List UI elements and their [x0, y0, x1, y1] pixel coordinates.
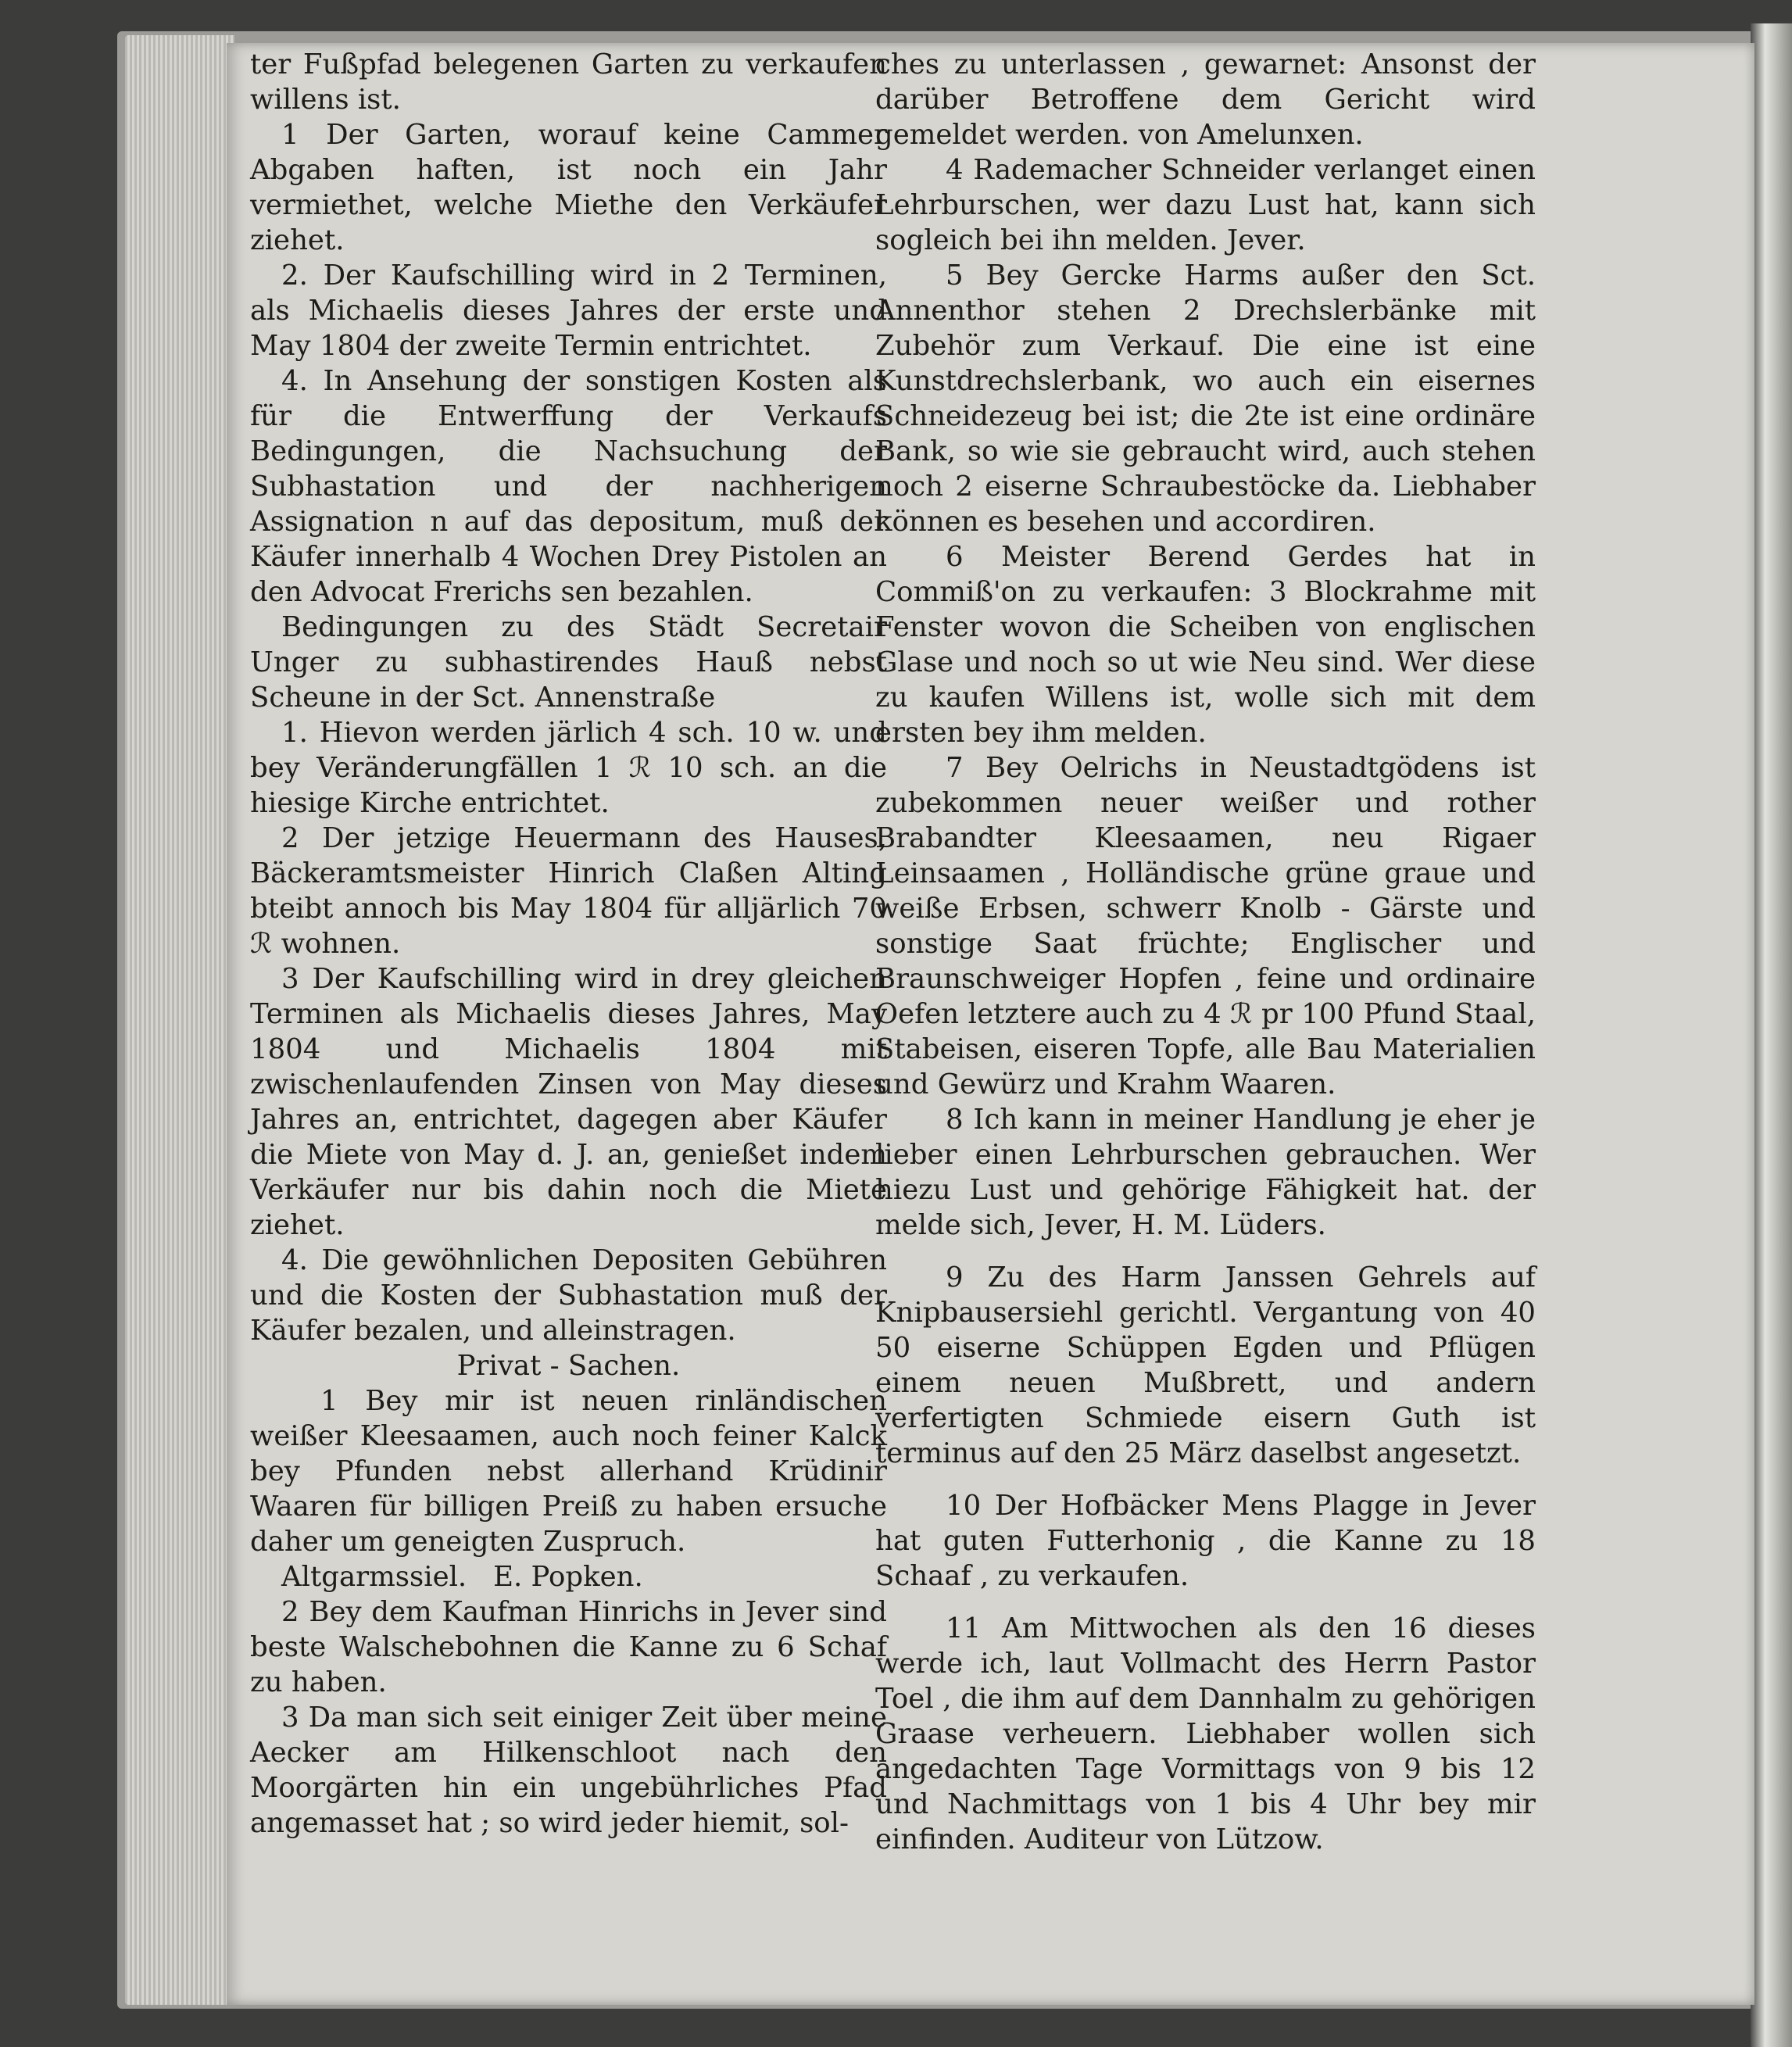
paragraph: 2 Der jetzige Heuermann des Hauses, Bäckeramtsmeister Hinrich Claßen Alting bteibt annoch bis May 1804 für alljärlich 70 ℛ wohnen. [250, 822, 887, 960]
paragraph: 7 Bey Oelrichs in Neustadtgödens ist zubekommen neuer weißer und rother Brabandter Kleesaamen, neu Rigaer Leinsaamen , Holländische grüne graue und weiße Erbsen, schwerr Knolb - Gärste und sonstige Saat früchte; Englischer und Braunschweiger Hopfen , feine und ordinaire Oefen letztere auch zu 4 ℛ pr 100 Pfund Staal, Stabeisen, eiseren Topfe, alle Bau Materialien und Gewürz und Krahm Waaren. [875, 752, 1536, 1100]
page-stack-edge [125, 35, 234, 2005]
paragraph: 2 Bey dem Kaufman Hinrichs in Jever sind beste Walschebohnen die Kanne zu 6 Schaf zu haben. [250, 1596, 887, 1698]
paragraph: 5 Bey Gercke Harms außer den Sct. Annenthor stehen 2 Drechslerbänke mit Zubehör zum Verkauf. Die eine ist eine Kunstdrechslerbank, wo auch ein eisernes Schneidezeug bei ist; die 2te ist eine ordinäre Bank, so wie sie gebraucht wird, auch stehen noch 2 eiserne Schraubestöcke da. Liebhaber können es besehen und accordiren. [875, 259, 1536, 538]
section-heading: Privat - Sachen. [456, 1350, 681, 1382]
right-column [875, 47, 1536, 1857]
paragraph: 10 Der Hofbäcker Mens Plagge in Jever hat guten Futterhonig , die Kanne zu 18 Schaaf , zu verkaufen. [875, 1490, 1536, 1592]
section-heading: Bedingungen zu des Städt Secretair Unger zu subhastirendes Hauß nebst Scheune in der Sct. Annenstraße [250, 611, 887, 714]
paragraph: 4 Rademacher Schneider verlanget einen Lehrburschen, wer dazu Lust hat, kann sich sogleich bei ihn melden. Jever. [875, 154, 1536, 256]
facing-page-edge [1751, 23, 1792, 2047]
paragraph: ter Fußpfad belegenen Garten zu verkaufen willens ist. [250, 48, 887, 116]
signature-line: Altgarmssiel. E. Popken. [281, 1561, 643, 1593]
paragraph: 11 Am Mittwochen als den 16 dieses werde ich, laut Vollmacht des Herrn Pastor Toel , die ihm auf dem Dannhalm zu gehörigen Graase verheuern. Liebhaber wollen sich angedachten Tage Vormittags von 9 bis 12 und Nachmittags von 1 bis 4 Uhr bey mir einfinden. Auditeur von Lützow. [875, 1612, 1536, 1856]
paragraph: 4. In Ansehung der sonstigen Kosten als für die Entwerffung der Verkaufs Bedingungen, die Nachsuchung der Subhastation und der nachherigen Assignation n auf das depositum, muß der Käufer innerhalb 4 Wochen Drey Pistolen an den Advocat Frerichs sen bezahlen. [250, 365, 887, 608]
paragraph: 1 Bey mir ist neuen rinländischen weißer Kleesaamen, auch noch feiner Kalck bey Pfunden nebst allerhand Krüdinir Waaren für billigen Preiß zu haben ersuche daher um geneigten Zuspruch. [250, 1385, 887, 1558]
paragraph: 2. Der Kaufschilling wird in 2 Terminen, als Michaelis dieses Jahres der erste und May 1804 der zweite Termin entrichtet. [250, 259, 887, 362]
paragraph: 1 Der Garten, worauf keine Cammer Abgaben haften, ist noch ein Jahr vermiethet, welche Miethe den Verkäufer ziehet. [250, 119, 887, 256]
paragraph: 1. Hievon werden järlich 4 sch. 10 w. und bey Veränderungfällen 1 ℛ 10 sch. an die hiesige Kirche entrichtet. [250, 717, 887, 819]
paragraph: 8 Ich kann in meiner Handlung je eher je lieber einen Lehrburschen gebrauchen. Wer hiezu Lust und gehörige Fähigkeit hat. der melde sich, Jever, H. M. Lüders. [875, 1104, 1536, 1241]
paragraph: 6 Meister Berend Gerdes hat in Commiß'on zu verkaufen: 3 Blockrahme mit Fenster wovon die Scheiben von englischen Glase und noch so ut wie Neu sind. Wer diese zu kaufen Willens ist, wolle sich mit dem ersten bey ihm melden. [875, 541, 1536, 749]
left-column [250, 47, 887, 1841]
paragraph: 3 Da man sich seit einiger Zeit über meine Aecker am Hilkenschloot nach den Moorgärten hin ein ungebührliches Pfad angemasset hat ; so wird jeder hiemit, sol- [250, 1702, 887, 1839]
paragraph: ches zu unterlassen , gewarnet: Ansonst der darüber Betroffene dem Gericht wird gemeldet werden. von Amelunxen. [875, 48, 1536, 151]
paragraph: 4. Die gewöhnlichen Depositen Gebühren und die Kosten der Subhastation muß der Käufer bezalen, und alleinstragen. [250, 1244, 887, 1347]
paragraph: 9 Zu des Harm Janssen Gehrels auf Knipbausersiehl gerichtl. Vergantung von 40 50 eiserne Schüppen Egden und Pflügen einem neuen Mußbrett, und andern verfertigten Schmiede eisern Guth ist terminus auf den 25 März daselbst angesetzt. [875, 1261, 1536, 1469]
paragraph: 3 Der Kaufschilling wird in drey gleichen Terminen als Michaelis dieses Jahres, May 1804 und Michaelis 1804 mit zwischenlaufenden Zinsen von May dieses Jahres an, entrichtet, dagegen aber Käufer die Miete von May d. J. an, genießet indem Verkäufer nur bis dahin noch die Miete ziehet. [250, 963, 887, 1241]
